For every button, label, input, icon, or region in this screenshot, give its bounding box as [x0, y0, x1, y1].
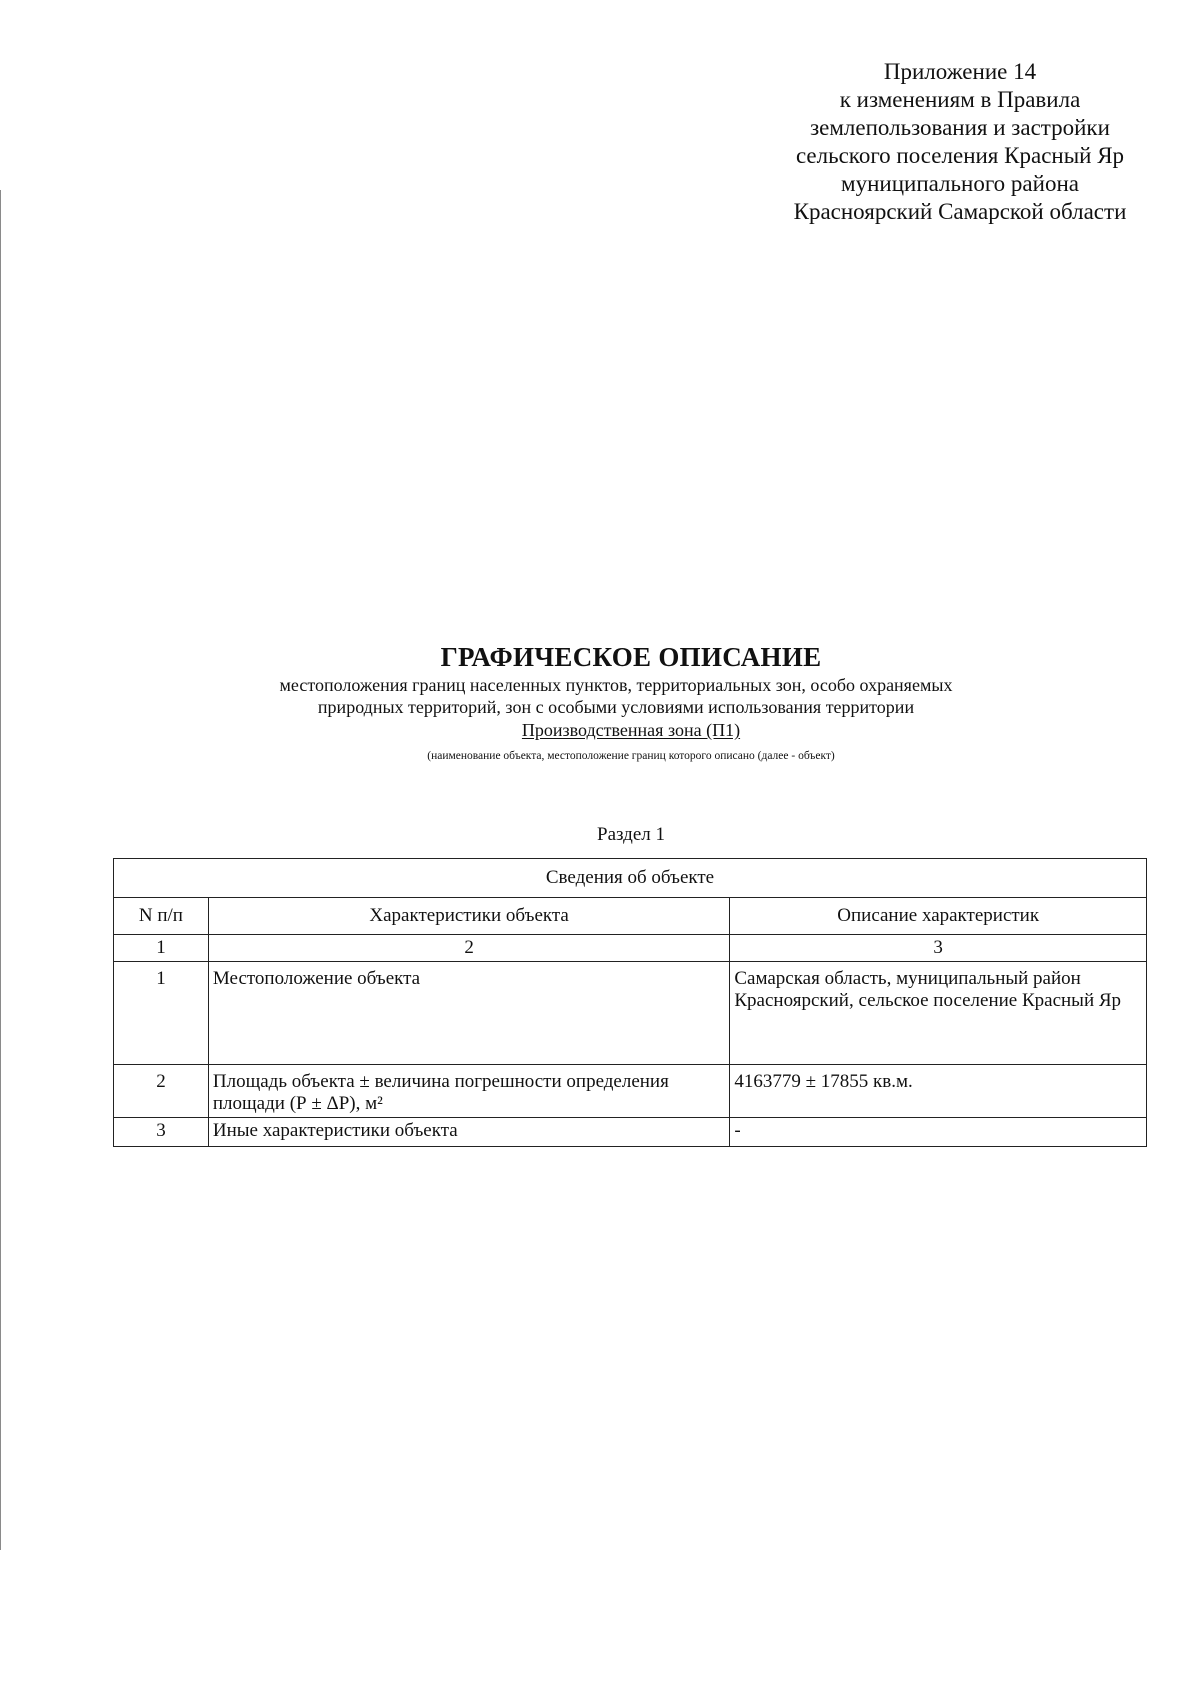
object-info-table: [113, 858, 1147, 1147]
row-description: Самарская область, муниципальный район Красноярский, сельское поселение Красный Яр: [730, 962, 1147, 1065]
appendix-line: к изменениям в Правила: [839, 87, 1081, 112]
document-subtitle-line1: местоположения границ населенных пунктов, территориальных зон, особо охраняемых: [279, 675, 953, 695]
document-title: ГРАФИЧЕСКОЕ ОПИСАНИЕ: [440, 642, 822, 672]
table-row: [114, 962, 1147, 1065]
document-title-block: [0, 640, 1200, 764]
row-number: 3: [114, 1118, 209, 1147]
column-number: 3: [730, 935, 1147, 962]
section-label: Раздел 1: [597, 824, 665, 845]
row-number: 2: [114, 1065, 209, 1118]
table-row: [114, 1118, 1147, 1147]
row-description: -: [730, 1118, 1147, 1147]
row-number: 1: [114, 962, 209, 1065]
column-header-number: N п/п: [114, 898, 209, 935]
document-subtitle-line2: природных территорий, зон с особыми условиями использования территории: [317, 697, 915, 717]
appendix-line: землепользования и застройки: [810, 115, 1110, 140]
object-name-hint: (наименование объекта, местоположение границ которого описано (далее - объект): [427, 750, 835, 762]
column-number: 2: [208, 935, 729, 962]
appendix-line: сельского поселения Красный Яр: [795, 143, 1125, 168]
appendix-line: муниципального района: [841, 171, 1079, 196]
table-caption: Сведения об объекте: [114, 859, 1147, 898]
table-caption-row: [114, 859, 1147, 898]
table-row: [114, 1065, 1147, 1118]
row-characteristic: Иные характеристики объекта: [208, 1118, 729, 1147]
object-name: Производственная зона (П1): [521, 720, 741, 740]
scan-page-edge: [0, 190, 1, 1550]
column-number: 1: [114, 935, 209, 962]
table-header-row: [114, 898, 1147, 935]
appendix-line: Приложение 14: [883, 59, 1037, 84]
row-characteristic: Площадь объекта ± величина погрешности определения площади (Р ± ΔР), м²: [208, 1065, 729, 1118]
column-numbers-row: [114, 935, 1147, 962]
appendix-header: [700, 58, 1200, 226]
column-header-description: Описание характеристик: [730, 898, 1147, 935]
row-characteristic: Местоположение объекта: [208, 962, 729, 1065]
column-header-characteristic: Характеристики объекта: [208, 898, 729, 935]
row-description: 4163779 ± 17855 кв.м.: [730, 1065, 1147, 1118]
appendix-line: Красноярский Самарской области: [793, 199, 1127, 224]
